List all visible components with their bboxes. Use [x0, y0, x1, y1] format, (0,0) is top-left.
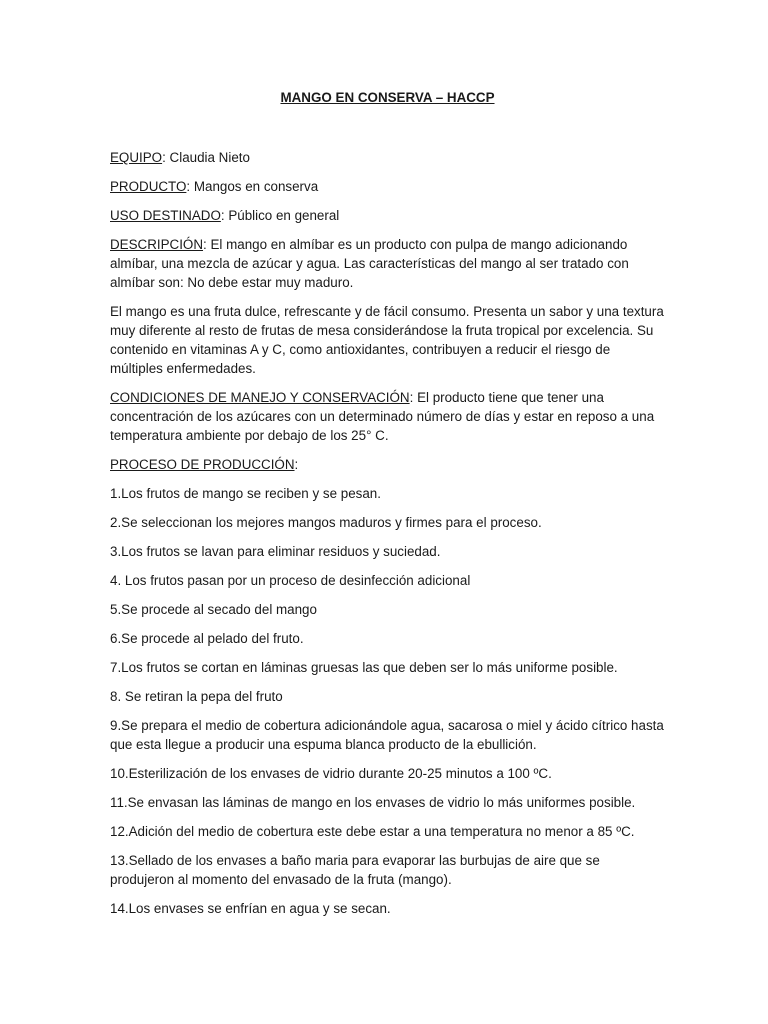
process-step: 14.Los envases se enfrían en agua y se secan.	[110, 901, 391, 916]
condiciones-value: El producto tiene que tener una concentración de los azúcares con un determinado número de días y estar en reposo a una temperatura ambiente por debajo de los 25° C.	[110, 390, 655, 443]
descripcion-extra-paragraph: El mango es una fruta dulce, refrescante y de fácil consumo. Presenta un sabor y una textura muy diferente al resto de frutas de mesa considerándose la fruta tropical por excelencia. Su contenido en vitaminas A y C, como antioxidantes, contribuyen a reducir el riesgo de múltiples enfermedades.	[110, 304, 664, 376]
process-step: 3.Los frutos se lavan para eliminar residuos y suciedad.	[110, 544, 441, 559]
uso-line: USO DESTINADO: Público en general	[110, 208, 340, 223]
process-step: 6.Se procede al pelado del fruto.	[110, 631, 304, 646]
process-step: 10.Esterilización de los envases de vidrio durante 20-25 minutos a 100 ºC.	[110, 766, 552, 781]
descripcion-value: El mango en almíbar es un producto con pulpa de mango adicionando almíbar, una mezcla de azúcar y agua. Las características del mango al ser tratado con almíbar son: No debe estar muy maduro.	[110, 237, 629, 290]
uso-label: USO DESTINADO	[110, 208, 221, 223]
process-steps-list	[110, 484, 665, 918]
process-step: 11.Se envasan las láminas de mango en los envases de vidrio lo más uniformes posible.	[110, 795, 636, 810]
producto-line: PRODUCTO: Mangos en conserva	[110, 179, 319, 194]
producto-label: PRODUCTO	[110, 179, 187, 194]
proceso-label: PROCESO DE PRODUCCIÓN	[110, 457, 295, 472]
process-step: 2.Se seleccionan los mejores mangos maduros y firmes para el proceso.	[110, 515, 542, 530]
condiciones-label: CONDICIONES DE MANEJO Y CONSERVACIÓN	[110, 390, 410, 405]
equipo-value: Claudia Nieto	[169, 150, 250, 165]
process-step: 4. Los frutos pasan por un proceso de desinfección adicional	[110, 573, 471, 588]
document-title: MANGO EN CONSERVA – HACCP	[280, 90, 495, 105]
process-step: 7.Los frutos se cortan en láminas gruesas las que deben ser lo más uniforme posible.	[110, 660, 618, 675]
producto-value: Mangos en conserva	[193, 179, 319, 194]
process-step: 5.Se procede al secado del mango	[110, 602, 317, 617]
descripcion-paragraph: DESCRIPCIÓN: El mango en almíbar es un producto con pulpa de mango adicionando almíbar, una mezcla de azúcar y agua. Las características del mango al ser tratado con almíbar son: No debe estar muy maduro.	[110, 237, 629, 290]
condiciones-paragraph: CONDICIONES DE MANEJO Y CONSERVACIÓN: El producto tiene que tener una concentración de los azúcares con un determinado número de días y estar en reposo a una temperatura ambiente por debajo de los 25° C.	[110, 390, 655, 443]
equipo-label: EQUIPO	[110, 150, 163, 165]
descripcion-label: DESCRIPCIÓN	[110, 237, 204, 252]
uso-value: Público en general	[228, 208, 340, 223]
proceso-heading: PROCESO DE PRODUCCIÓN:	[110, 457, 299, 472]
document-page	[110, 88, 665, 928]
process-step: 8. Se retiran la pepa del fruto	[110, 689, 283, 704]
equipo-line: EQUIPO: Claudia Nieto	[110, 150, 250, 165]
process-step: 9.Se prepara el medio de cobertura adicionándole agua, sacarosa o miel y ácido cítrico hasta que esta llegue a producir una espuma blanca producto de la ebullición.	[110, 718, 664, 752]
process-step: 1.Los frutos de mango se reciben y se pesan.	[110, 486, 381, 501]
process-step: 12.Adición del medio de cobertura este debe estar a una temperatura no menor a 85 ºC.	[110, 824, 635, 839]
process-step: 13.Sellado de los envases a baño maria para evaporar las burbujas de aire que se produjeron al momento del envasado de la fruta (mango).	[110, 853, 600, 887]
